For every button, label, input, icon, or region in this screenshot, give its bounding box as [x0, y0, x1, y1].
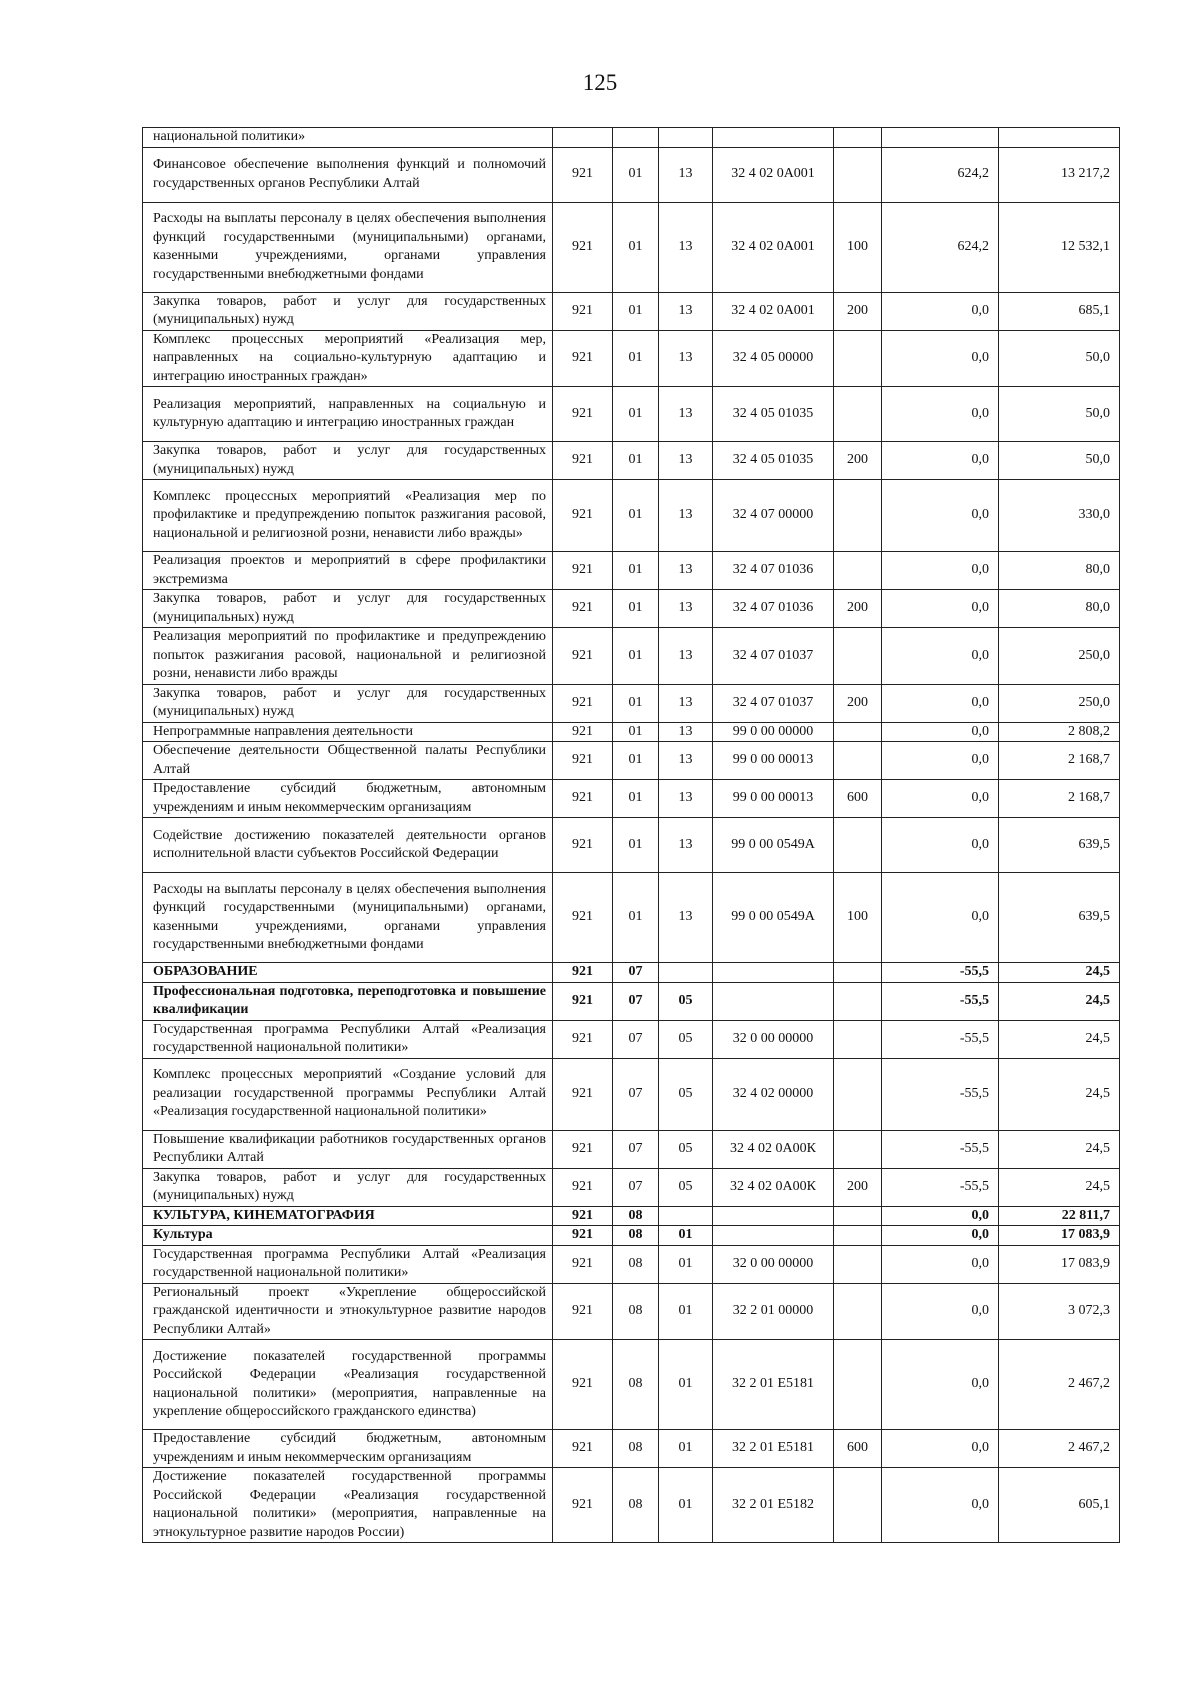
row-target-article: 32 4 02 0А001: [713, 202, 834, 292]
row-subsection-code: [659, 1206, 713, 1226]
row-ministry-code: 921: [553, 387, 613, 442]
row-name: Комплекс процессных мероприятий «Создание условий для реализации государственной программы Республики Алтай «Реализация государственной национальной политики»: [143, 1058, 553, 1130]
row-target-article: 32 4 02 0А001: [713, 147, 834, 202]
row-name: Государственная программа Республики Алтай «Реализация государственной национальной политики»: [143, 1020, 553, 1058]
row-amount-total: 80,0: [999, 552, 1120, 590]
row-ministry-code: 921: [553, 590, 613, 628]
row-target-article: 99 0 00 00013: [713, 742, 834, 780]
row-ministry-code: 921: [553, 1468, 613, 1543]
row-ministry-code: 921: [553, 982, 613, 1020]
table-row: [143, 1206, 1120, 1226]
row-section-code: 07: [613, 982, 659, 1020]
row-subsection-code: 13: [659, 552, 713, 590]
row-name: Содействие достижению показателей деятельности органов исполнительной власти субъектов Российской Федерации: [143, 818, 553, 873]
row-ministry-code: 921: [553, 1340, 613, 1430]
row-ministry-code: 921: [553, 1226, 613, 1246]
row-expense-type: [834, 147, 882, 202]
row-section-code: 01: [613, 147, 659, 202]
row-name: Реализация мероприятий, направленных на социальную и культурную адаптацию и интеграцию иностранных граждан: [143, 387, 553, 442]
row-amount-change: -55,5: [882, 1168, 999, 1206]
row-ministry-code: [553, 128, 613, 148]
row-target-article: 32 0 00 00000: [713, 1245, 834, 1283]
row-amount-change: 0,0: [882, 330, 999, 387]
row-expense-type: [834, 742, 882, 780]
row-subsection-code: 13: [659, 292, 713, 330]
row-amount-change: 0,0: [882, 387, 999, 442]
row-expense-type: [834, 1058, 882, 1130]
row-amount-change: -55,5: [882, 982, 999, 1020]
row-amount-total: 2 467,2: [999, 1430, 1120, 1468]
table-row: [143, 1020, 1120, 1058]
row-name: Комплекс процессных мероприятий «Реализация мер, направленных на социально-культурную адаптацию и интеграцию иностранных граждан»: [143, 330, 553, 387]
table-row: [143, 1226, 1120, 1246]
row-amount-total: 24,5: [999, 1130, 1120, 1168]
row-amount-change: 0,0: [882, 480, 999, 552]
table-row: [143, 1340, 1120, 1430]
row-section-code: 01: [613, 722, 659, 742]
row-subsection-code: 05: [659, 1020, 713, 1058]
table-row: [143, 330, 1120, 387]
row-name: Культура: [143, 1226, 553, 1246]
row-ministry-code: 921: [553, 442, 613, 480]
row-expense-type: 200: [834, 684, 882, 722]
row-subsection-code: 05: [659, 1168, 713, 1206]
table-row: [143, 722, 1120, 742]
row-target-article: 32 2 01 00000: [713, 1283, 834, 1340]
row-expense-type: [834, 722, 882, 742]
row-expense-type: [834, 387, 882, 442]
row-amount-total: 80,0: [999, 590, 1120, 628]
row-expense-type: 200: [834, 590, 882, 628]
row-amount-total: 50,0: [999, 442, 1120, 480]
row-subsection-code: 13: [659, 873, 713, 963]
table-row: [143, 1430, 1120, 1468]
row-amount-total: 3 072,3: [999, 1283, 1120, 1340]
row-section-code: 08: [613, 1468, 659, 1543]
row-subsection-code: [659, 963, 713, 983]
row-target-article: 32 4 07 01036: [713, 552, 834, 590]
row-amount-total: 24,5: [999, 963, 1120, 983]
row-amount-change: 624,2: [882, 202, 999, 292]
row-expense-type: [834, 1245, 882, 1283]
row-amount-change: 0,0: [882, 742, 999, 780]
row-amount-change: 0,0: [882, 442, 999, 480]
row-ministry-code: 921: [553, 330, 613, 387]
row-name: Государственная программа Республики Алтай «Реализация государственной национальной политики»: [143, 1245, 553, 1283]
row-amount-change: 0,0: [882, 1340, 999, 1430]
table-row: [143, 1245, 1120, 1283]
row-amount-total: 2 467,2: [999, 1340, 1120, 1430]
row-amount-total: [999, 128, 1120, 148]
table-row: [143, 780, 1120, 818]
row-subsection-code: 13: [659, 480, 713, 552]
row-expense-type: [834, 1468, 882, 1543]
row-expense-type: [834, 818, 882, 873]
row-amount-total: 12 532,1: [999, 202, 1120, 292]
row-name: Повышение квалификации работников государственных органов Республики Алтай: [143, 1130, 553, 1168]
table-row: [143, 1468, 1120, 1543]
row-amount-total: 24,5: [999, 1168, 1120, 1206]
row-amount-change: 0,0: [882, 628, 999, 685]
row-section-code: 01: [613, 442, 659, 480]
row-name: Реализация мероприятий по профилактике и предупреждению попыток разжигания расовой, национальной и религиозной розни, ненависти либо вражды: [143, 628, 553, 685]
row-subsection-code: 05: [659, 1058, 713, 1130]
row-amount-change: 0,0: [882, 552, 999, 590]
row-name: Региональный проект «Укрепление общероссийской гражданской идентичности и этнокультурное развитие народов Республики Алтай»: [143, 1283, 553, 1340]
row-subsection-code: 05: [659, 1130, 713, 1168]
row-target-article: 32 2 01 E5181: [713, 1430, 834, 1468]
row-target-article: 32 4 02 00000: [713, 1058, 834, 1130]
row-ministry-code: 921: [553, 628, 613, 685]
row-amount-change: 0,0: [882, 292, 999, 330]
row-amount-total: 24,5: [999, 982, 1120, 1020]
row-expense-type: [834, 628, 882, 685]
row-ministry-code: 921: [553, 780, 613, 818]
row-amount-change: 0,0: [882, 1245, 999, 1283]
row-section-code: 01: [613, 780, 659, 818]
row-section-code: 01: [613, 202, 659, 292]
row-amount-total: 50,0: [999, 387, 1120, 442]
row-target-article: 32 4 05 00000: [713, 330, 834, 387]
row-ministry-code: 921: [553, 292, 613, 330]
table-row: [143, 387, 1120, 442]
row-name: Закупка товаров, работ и услуг для государственных (муниципальных) нужд: [143, 684, 553, 722]
row-amount-total: 2 808,2: [999, 722, 1120, 742]
row-target-article: 32 4 02 0А00К: [713, 1130, 834, 1168]
row-section-code: 01: [613, 590, 659, 628]
row-expense-type: 200: [834, 292, 882, 330]
row-expense-type: [834, 552, 882, 590]
row-target-article: 99 0 00 00013: [713, 780, 834, 818]
row-section-code: 01: [613, 330, 659, 387]
row-ministry-code: 921: [553, 1130, 613, 1168]
row-amount-change: 0,0: [882, 818, 999, 873]
row-target-article: 32 4 07 00000: [713, 480, 834, 552]
table-body: [143, 128, 1120, 1543]
row-amount-change: 0,0: [882, 722, 999, 742]
table-row: [143, 963, 1120, 983]
row-subsection-code: 01: [659, 1430, 713, 1468]
row-section-code: 01: [613, 628, 659, 685]
row-amount-change: 624,2: [882, 147, 999, 202]
row-target-article: 32 4 07 01037: [713, 684, 834, 722]
table-row: [143, 1283, 1120, 1340]
row-amount-change: 0,0: [882, 1283, 999, 1340]
row-name: Достижение показателей государственной программы Российской Федерации «Реализация государственной национальной политики» (мероприятия, направленные на укрепление общероссийского гражданского единства): [143, 1340, 553, 1430]
row-amount-total: 685,1: [999, 292, 1120, 330]
row-expense-type: [834, 128, 882, 148]
row-ministry-code: 921: [553, 742, 613, 780]
row-amount-change: 0,0: [882, 684, 999, 722]
table-row: [143, 982, 1120, 1020]
budget-table: [142, 127, 1120, 1543]
table-row: [143, 1130, 1120, 1168]
row-section-code: 01: [613, 387, 659, 442]
row-amount-change: 0,0: [882, 1430, 999, 1468]
row-expense-type: [834, 982, 882, 1020]
row-target-article: 99 0 00 00000: [713, 722, 834, 742]
row-ministry-code: 921: [553, 1206, 613, 1226]
row-ministry-code: 921: [553, 963, 613, 983]
table-row: [143, 442, 1120, 480]
table-row: [143, 742, 1120, 780]
row-subsection-code: 13: [659, 590, 713, 628]
row-amount-total: 605,1: [999, 1468, 1120, 1543]
row-target-article: 99 0 00 0549А: [713, 818, 834, 873]
table-row: [143, 1058, 1120, 1130]
row-target-article: 32 4 07 01036: [713, 590, 834, 628]
row-section-code: 07: [613, 1058, 659, 1130]
row-ministry-code: 921: [553, 1283, 613, 1340]
row-section-code: 08: [613, 1430, 659, 1468]
row-subsection-code: 13: [659, 684, 713, 722]
row-expense-type: [834, 1020, 882, 1058]
row-section-code: 01: [613, 818, 659, 873]
row-expense-type: [834, 1226, 882, 1246]
row-amount-total: 2 168,7: [999, 780, 1120, 818]
row-amount-change: -55,5: [882, 1130, 999, 1168]
row-expense-type: [834, 963, 882, 983]
row-expense-type: [834, 480, 882, 552]
row-name: Расходы на выплаты персоналу в целях обеспечения выполнения функций государственными (муниципальными) органами, казенными учреждениями, органами управления государственными внебюджетными фондами: [143, 873, 553, 963]
row-section-code: 01: [613, 684, 659, 722]
row-section-code: 01: [613, 742, 659, 780]
row-target-article: 32 4 07 01037: [713, 628, 834, 685]
row-name: Профессиональная подготовка, переподготовка и повышение квалификации: [143, 982, 553, 1020]
row-amount-change: -55,5: [882, 1020, 999, 1058]
table-row: [143, 873, 1120, 963]
row-section-code: [613, 128, 659, 148]
row-amount-change: 0,0: [882, 1206, 999, 1226]
row-amount-total: 50,0: [999, 330, 1120, 387]
row-ministry-code: 921: [553, 480, 613, 552]
row-expense-type: 100: [834, 202, 882, 292]
row-section-code: 07: [613, 963, 659, 983]
row-subsection-code: 01: [659, 1468, 713, 1543]
row-name: Достижение показателей государственной программы Российской Федерации «Реализация государственной национальной политики» (мероприятия, направленные на этнокультурное развитие народов России): [143, 1468, 553, 1543]
row-section-code: 01: [613, 480, 659, 552]
row-section-code: 08: [613, 1340, 659, 1430]
table-row: [143, 147, 1120, 202]
row-ministry-code: 921: [553, 552, 613, 590]
row-ministry-code: 921: [553, 818, 613, 873]
row-target-article: 32 2 01 E5181: [713, 1340, 834, 1430]
row-name: Непрограммные направления деятельности: [143, 722, 553, 742]
row-expense-type: [834, 330, 882, 387]
row-section-code: 01: [613, 873, 659, 963]
row-target-article: 32 0 00 00000: [713, 1020, 834, 1058]
row-section-code: 08: [613, 1206, 659, 1226]
row-target-article: [713, 128, 834, 148]
row-amount-change: [882, 128, 999, 148]
row-section-code: 08: [613, 1245, 659, 1283]
row-amount-total: 250,0: [999, 684, 1120, 722]
row-target-article: [713, 963, 834, 983]
row-section-code: 08: [613, 1226, 659, 1246]
row-name: Закупка товаров, работ и услуг для государственных (муниципальных) нужд: [143, 1168, 553, 1206]
row-subsection-code: 13: [659, 628, 713, 685]
row-subsection-code: 13: [659, 147, 713, 202]
row-amount-total: 22 811,7: [999, 1206, 1120, 1226]
row-amount-total: 24,5: [999, 1058, 1120, 1130]
table-row: [143, 818, 1120, 873]
row-amount-total: 330,0: [999, 480, 1120, 552]
row-expense-type: [834, 1340, 882, 1430]
row-name: Расходы на выплаты персоналу в целях обеспечения выполнения функций государственными (муниципальными) органами, казенными учреждениями, органами управления государственными внебюджетными фондами: [143, 202, 553, 292]
row-subsection-code: 13: [659, 202, 713, 292]
table-row: [143, 292, 1120, 330]
row-amount-total: 250,0: [999, 628, 1120, 685]
row-name: Комплекс процессных мероприятий «Реализация мер по профилактике и предупреждению попыток разжигания расовой, национальной и религиозной розни, ненависти либо вражды»: [143, 480, 553, 552]
row-amount-total: 17 083,9: [999, 1226, 1120, 1246]
row-name: национальной политики»: [143, 128, 553, 148]
row-expense-type: 200: [834, 442, 882, 480]
row-target-article: [713, 1206, 834, 1226]
table-row: [143, 128, 1120, 148]
row-subsection-code: 13: [659, 722, 713, 742]
row-amount-change: 0,0: [882, 873, 999, 963]
row-subsection-code: 01: [659, 1226, 713, 1246]
row-target-article: 32 4 02 0А00К: [713, 1168, 834, 1206]
row-target-article: 32 4 05 01035: [713, 442, 834, 480]
row-amount-total: 17 083,9: [999, 1245, 1120, 1283]
row-expense-type: [834, 1206, 882, 1226]
row-name: ОБРАЗОВАНИЕ: [143, 963, 553, 983]
row-name: Закупка товаров, работ и услуг для государственных (муниципальных) нужд: [143, 590, 553, 628]
row-name: КУЛЬТУРА, КИНЕМАТОГРАФИЯ: [143, 1206, 553, 1226]
row-expense-type: 100: [834, 873, 882, 963]
table-row: [143, 552, 1120, 590]
row-ministry-code: 921: [553, 1430, 613, 1468]
row-name: Реализация проектов и мероприятий в сфере профилактики экстремизма: [143, 552, 553, 590]
table-row: [143, 628, 1120, 685]
table-row: [143, 684, 1120, 722]
row-subsection-code: [659, 128, 713, 148]
row-ministry-code: 921: [553, 1020, 613, 1058]
row-subsection-code: 05: [659, 982, 713, 1020]
row-section-code: 07: [613, 1168, 659, 1206]
row-target-article: 99 0 00 0549А: [713, 873, 834, 963]
row-amount-change: -55,5: [882, 963, 999, 983]
row-ministry-code: 921: [553, 147, 613, 202]
row-target-article: [713, 982, 834, 1020]
table-row: [143, 1168, 1120, 1206]
row-expense-type: 600: [834, 780, 882, 818]
row-subsection-code: 13: [659, 818, 713, 873]
row-ministry-code: 921: [553, 684, 613, 722]
row-name: Финансовое обеспечение выполнения функций и полномочий государственных органов Республики Алтай: [143, 147, 553, 202]
row-subsection-code: 01: [659, 1340, 713, 1430]
row-target-article: [713, 1226, 834, 1246]
row-expense-type: 200: [834, 1168, 882, 1206]
row-name: Закупка товаров, работ и услуг для государственных (муниципальных) нужд: [143, 442, 553, 480]
table-row: [143, 590, 1120, 628]
row-target-article: 32 2 01 E5182: [713, 1468, 834, 1543]
row-subsection-code: 13: [659, 742, 713, 780]
row-amount-change: -55,5: [882, 1058, 999, 1130]
row-amount-change: 0,0: [882, 590, 999, 628]
row-subsection-code: 01: [659, 1283, 713, 1340]
row-name: Предоставление субсидий бюджетным, автономным учреждениям и иным некоммерческим организациям: [143, 780, 553, 818]
row-target-article: 32 4 02 0А001: [713, 292, 834, 330]
row-section-code: 07: [613, 1020, 659, 1058]
row-subsection-code: 13: [659, 387, 713, 442]
row-name: Закупка товаров, работ и услуг для государственных (муниципальных) нужд: [143, 292, 553, 330]
row-subsection-code: 13: [659, 780, 713, 818]
row-ministry-code: 921: [553, 873, 613, 963]
row-amount-change: 0,0: [882, 1226, 999, 1246]
row-expense-type: 600: [834, 1430, 882, 1468]
row-section-code: 01: [613, 552, 659, 590]
row-amount-change: 0,0: [882, 1468, 999, 1543]
row-name: Предоставление субсидий бюджетным, автономным учреждениям и иным некоммерческим организациям: [143, 1430, 553, 1468]
row-amount-total: 2 168,7: [999, 742, 1120, 780]
row-expense-type: [834, 1130, 882, 1168]
row-amount-total: 639,5: [999, 873, 1120, 963]
row-subsection-code: 01: [659, 1245, 713, 1283]
row-target-article: 32 4 05 01035: [713, 387, 834, 442]
page-number: 125: [582, 70, 618, 95]
row-amount-total: 639,5: [999, 818, 1120, 873]
row-section-code: 01: [613, 292, 659, 330]
row-section-code: 08: [613, 1283, 659, 1340]
row-amount-change: 0,0: [882, 780, 999, 818]
table-row: [143, 480, 1120, 552]
row-ministry-code: 921: [553, 202, 613, 292]
row-subsection-code: 13: [659, 442, 713, 480]
row-section-code: 07: [613, 1130, 659, 1168]
row-ministry-code: 921: [553, 722, 613, 742]
row-name: Обеспечение деятельности Общественной палаты Республики Алтай: [143, 742, 553, 780]
row-ministry-code: 921: [553, 1058, 613, 1130]
row-expense-type: [834, 1283, 882, 1340]
row-ministry-code: 921: [553, 1168, 613, 1206]
table-row: [143, 202, 1120, 292]
row-subsection-code: 13: [659, 330, 713, 387]
row-ministry-code: 921: [553, 1245, 613, 1283]
row-amount-total: 13 217,2: [999, 147, 1120, 202]
row-amount-total: 24,5: [999, 1020, 1120, 1058]
